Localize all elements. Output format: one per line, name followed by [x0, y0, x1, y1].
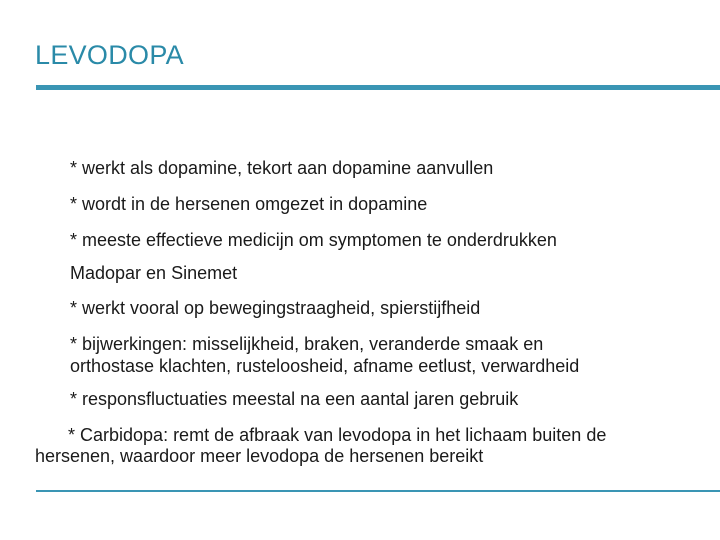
bullet-responsfluctuaties: * responsfluctuaties meestal na een aantal jaren gebruik: [70, 389, 519, 409]
subheading-madopar-sinemet: Madopar en Sinemet: [70, 263, 238, 283]
bullet-carbidopa: * Carbidopa: remt de afbraak van levodopa in het lichaam buiten de: [68, 425, 607, 445]
page-title: LEVODOPA: [35, 40, 184, 70]
bullet-werkt-als-dopamine: * werkt als dopamine, tekort aan dopamine aanvullen: [70, 158, 494, 178]
title-divider: [36, 85, 720, 90]
bullet-meeste-effectieve-medicijn: * meeste effectieve medicijn om symptomen te onderdrukken: [70, 230, 557, 250]
bullet-omgezet-in-dopamine: * wordt in de hersenen omgezet in dopamine: [70, 194, 428, 214]
bullet-carbidopa-continued: hersenen, waardoor meer levodopa de hersenen bereikt: [35, 446, 484, 466]
bullet-bewegingstraagheid: * werkt vooral op bewegingstraagheid, spierstijfheid: [70, 298, 481, 318]
bullet-bijwerkingen: * bijwerkingen: misselijkheid, braken, veranderde smaak en: [70, 334, 544, 354]
bullet-bijwerkingen-continued: orthostase klachten, rusteloosheid, afname eetlust, verwardheid: [70, 356, 580, 376]
footer-divider: [36, 490, 720, 492]
